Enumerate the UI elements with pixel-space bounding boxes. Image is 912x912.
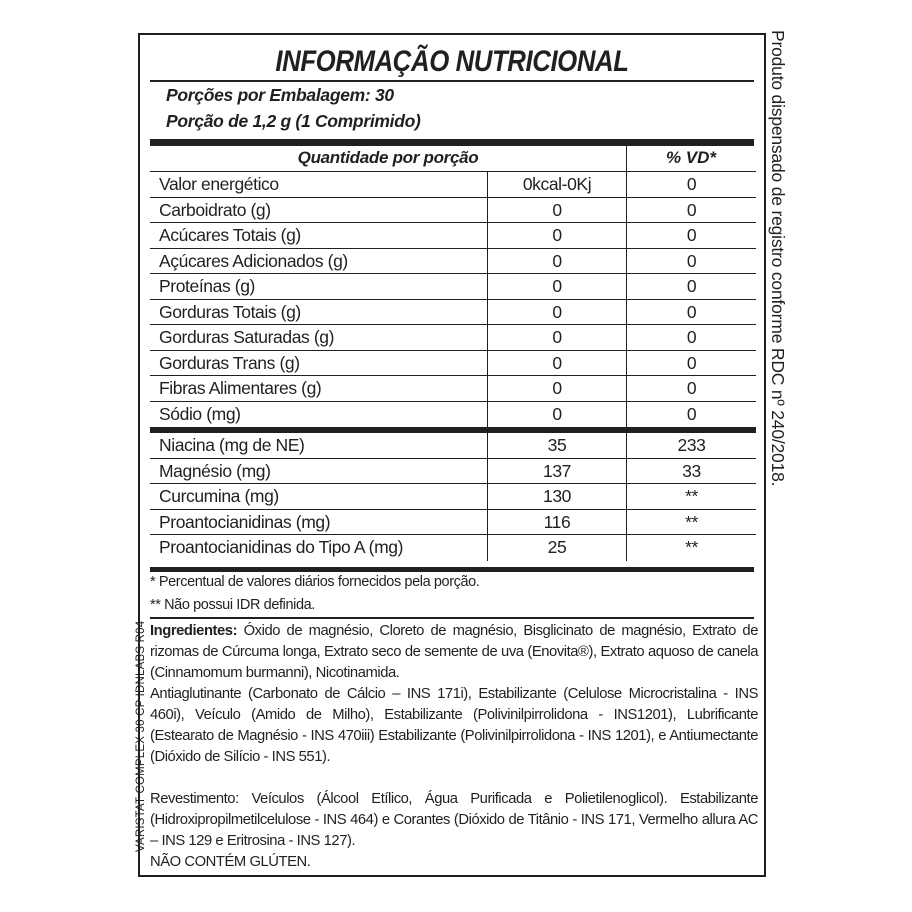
regulatory-note: Produto dispensado de registro conforme RDC nº 240/2018. — [768, 30, 788, 487]
nutrient-amount: 0 — [552, 378, 562, 398]
table-row — [150, 172, 756, 198]
gluten-warning: NÃO CONTÉM GLÚTEN. — [150, 854, 311, 870]
nutrient-rows — [150, 172, 756, 427]
nutrient-amount: 0 — [552, 327, 562, 347]
nutrient-name: Proantocianidinas (mg) — [159, 511, 331, 532]
nutrient-amount: 0 — [552, 403, 562, 424]
table-bottom-rule — [150, 567, 754, 572]
label-title: INFORMAÇÃO NUTRICIONAL — [275, 45, 629, 78]
nutrient-amount: 130 — [543, 486, 571, 506]
nutrient-vd: ** — [685, 511, 698, 532]
nutrient-vd: 0 — [686, 327, 697, 347]
nutrient-name: Gorduras Totais (g) — [159, 301, 301, 322]
ingredients-label: Ingredientes: — [150, 623, 238, 639]
title-rule — [150, 80, 754, 82]
nutrient-vd: 0 — [686, 352, 697, 373]
coating-label: Revestimento: — [150, 791, 239, 807]
nutrient-name: Niacina (mg de NE) — [159, 435, 305, 455]
table-row — [150, 484, 756, 510]
nutrient-vd: ** — [685, 486, 698, 506]
ingredients-paragraph — [150, 621, 758, 684]
nutrient-name: Fibras Alimentares (g) — [159, 378, 322, 398]
nutrient-vd: 0 — [686, 378, 697, 398]
nutrient-vd: 0 — [686, 301, 697, 322]
nutrient-name: Valor energético — [159, 174, 279, 194]
nutrient-amount: 0 — [552, 301, 562, 322]
table-row — [150, 274, 756, 300]
thick-rule — [150, 139, 754, 146]
ingredients-text: Óxido de magnésio, Cloreto de magnésio, Bisglicinato de magnésio, Extrato de rizomas de Cúrcuma longa, Extrato seco de semente de uva (Enovita®), Extrato aquoso de canela (Cinnamomum burmanni), Nicotinamida. — [150, 623, 758, 681]
nutrient-name: Gorduras Saturadas (g) — [159, 327, 335, 347]
nutrient-name: Curcumina (mg) — [159, 486, 279, 506]
table-row — [150, 325, 756, 351]
nutrient-amount: 137 — [543, 460, 571, 481]
nutrient-vd: 0 — [686, 199, 697, 220]
nutrition-table — [150, 146, 756, 561]
table-row — [150, 300, 756, 326]
nutrient-vd: 33 — [682, 460, 701, 481]
footnote-idr: ** Não possui IDR definida. — [150, 597, 315, 613]
nutrient-vd: 0 — [686, 403, 697, 424]
table-row — [150, 198, 756, 224]
coating-text: Veículos (Álcool Etílico, Água Purificada e Polietilenoglicol). Estabilizante (Hidroxipropilmetilcelulose - INS 464) e Corantes (Dióxido de Titânio - INS 171, Vermelho allura AC – INS 129 e Eritrosina - INS 127). — [150, 791, 758, 849]
footnote-rule — [150, 617, 754, 619]
nutrient-amount: 25 — [547, 537, 567, 557]
nutrient-name: Açúcares Adicionados (g) — [159, 250, 348, 271]
table-row — [150, 249, 756, 275]
nutrient-vd: 0 — [686, 276, 697, 296]
nutrient-name: Sódio (mg) — [159, 403, 241, 424]
table-row — [150, 223, 756, 249]
nutrient-amount: 0kcal-0Kj — [522, 174, 592, 194]
micronutrient-rows — [150, 433, 756, 561]
nutrient-name: Carboidrato (g) — [159, 199, 271, 220]
nutrient-amount: 0 — [552, 250, 562, 271]
nutrient-name: Proantocianidinas do Tipo A (mg) — [159, 537, 404, 557]
nutrient-name: Magnésio (mg) — [159, 460, 271, 481]
nutrient-amount: 35 — [547, 435, 567, 455]
nutrient-name: Proteínas (g) — [159, 276, 255, 296]
nutrient-amount: 0 — [552, 225, 562, 245]
ingredients-section — [150, 621, 758, 873]
header-quantity: Quantidade por porção — [297, 148, 479, 167]
nutrient-vd: 0 — [686, 250, 697, 271]
nutrient-vd: 0 — [686, 225, 697, 245]
serving-size: Porção de 1,2 g (1 Comprimido) — [166, 111, 421, 131]
nutrition-label — [138, 33, 766, 877]
additives-paragraph: Antiaglutinante (Carbonato de Cálcio – INS 171i), Estabilizante (Celulose Microcristalina - INS 460i), Veículo (Amido de Milho), Estabilizante (Polivinilpirrolidona - INS1201), Lubrificante (Estearato de Magnésio - INS 470iii) Estabilizante (Polivinilpirrolidona - INS 1201), e Antiumectante (Dióxido de Silício - INS 551). — [150, 686, 758, 765]
product-code: VARISTAT COMPLEX 30 CP IDNLABS R04 — [135, 620, 147, 852]
table-row — [150, 433, 756, 459]
table-row — [150, 351, 756, 377]
servings-per-package: Porções por Embalagem: 30 — [166, 85, 394, 105]
nutrient-amount: 0 — [552, 276, 562, 296]
nutrient-amount: 0 — [552, 352, 562, 373]
nutrient-name: Gorduras Trans (g) — [159, 352, 300, 373]
nutrient-name: Acúcares Totais (g) — [159, 225, 301, 245]
header-vd: % VD* — [665, 148, 717, 167]
footnote-vd: * Percentual de valores diários fornecidos pela porção. — [150, 574, 480, 590]
coating-paragraph — [150, 789, 758, 852]
nutrient-amount: 116 — [543, 511, 571, 532]
table-row — [150, 510, 756, 536]
table-row — [150, 459, 756, 485]
table-row — [150, 402, 756, 428]
nutrient-vd: 233 — [677, 435, 706, 455]
table-header — [150, 146, 756, 172]
nutrient-vd: ** — [685, 537, 698, 557]
nutrient-vd: 0 — [686, 174, 697, 194]
table-row — [150, 376, 756, 402]
nutrient-amount: 0 — [552, 199, 562, 220]
table-row — [150, 535, 756, 561]
